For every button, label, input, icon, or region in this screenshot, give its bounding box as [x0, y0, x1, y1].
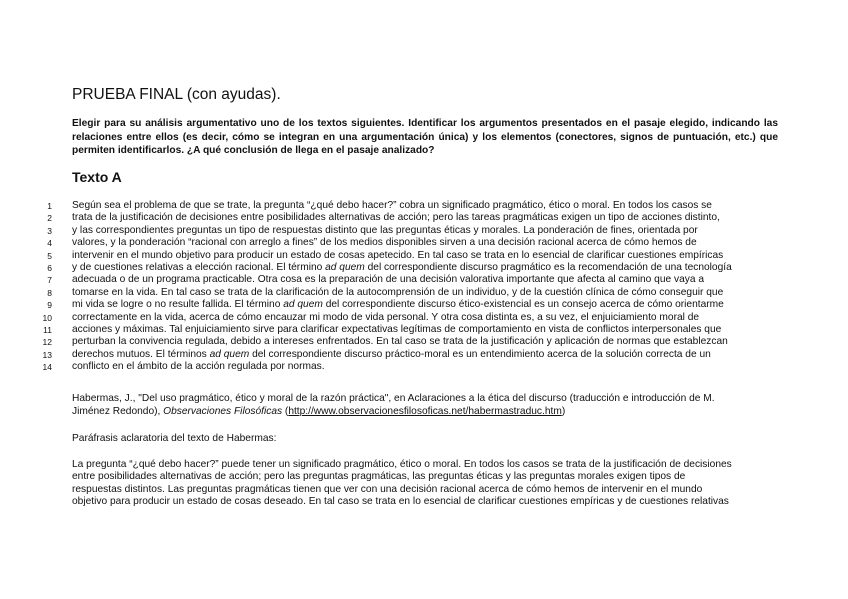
line-text: Según sea el problema de que se trate, la pregunta “¿qué debo hacer?” cobra un significado pragmático, ético o moral. En todos los casos se: [72, 200, 712, 211]
citation-author-editor: Jiménez Redondo),: [72, 405, 164, 417]
text-line: [30, 237, 778, 249]
instructions-paragraph: Elegir para su análisis argumentativo uno de los textos siguientes. Identificar los argumentos presentados en el pasaje elegido, indicando las relaciones entre ellos (es decir, cómo se integran en una argumentación única) y los elementos (conectores, signos de puntuación, etc.) que permiten identificarlos. ¿A qué conclusión de llega en el pasaje analizado?: [72, 118, 778, 156]
citation-paren-close: ): [561, 405, 566, 417]
paraphrase-line: respuestas distintos. Las preguntas pragmáticas tienen que ver con una decisión racional acerca de cómo hemos de intervenir en el mundo: [72, 483, 703, 495]
citation-source-title: Observaciones Filosóficas: [163, 405, 283, 417]
line-number: 13: [42, 349, 52, 360]
text-line: [30, 299, 778, 311]
section-heading-texto-a: Texto A: [72, 169, 122, 185]
line-number: 1: [47, 201, 52, 211]
page-title: PRUEBA FINAL (con ayudas).: [72, 86, 281, 103]
line-number: 9: [47, 300, 52, 311]
text-line: [30, 225, 778, 237]
paraphrase-heading: Paráfrasis aclaratoria del texto de Habermas:: [72, 433, 277, 444]
line-text: derechos mutuos. El términos ad quem del correspondiente discurso práctico-moral es un entendimiento acerca de la solución correcta de un: [72, 348, 711, 360]
text-line: [30, 324, 778, 336]
text-line: [30, 361, 778, 373]
line-text: trata de la justificación de decisiones entre posibilidades alternativas de acción; pero las tareas pragmáticas exigen un tipo de acciones distinto,: [72, 212, 720, 224]
line-number: 2: [47, 213, 52, 224]
line-number: 14: [42, 362, 52, 373]
text-line: [30, 287, 778, 299]
line-text: correctamente en la vida, acerca de cómo encauzar mi modo de vida personal. Y otra cosa distinta es, a su vez, el enjuiciamiento moral de: [72, 311, 700, 323]
line-number: 12: [42, 337, 52, 348]
line-text: y las correspondientes preguntas un tipo de respuestas distinto que las preguntas éticas y morales. La ponderación de fines, orientada por: [72, 224, 698, 236]
line-text: intervenir en el mundo objetivo para producir un estado de cosas apetecido. En tal caso se trata en lo esencial de clarificar cuestiones empíricas: [72, 249, 724, 261]
line-number: 7: [47, 275, 52, 286]
paraphrase-line: objetivo para producir un estado de cosas deseado. En tal caso se trata en lo esencial de clarificar cuestiones empíricas y de cuestiones relativas: [72, 496, 729, 508]
paraphrase-line: entre posibilidades alternativas de acción; pero las preguntas pragmáticas, las preguntas éticas y las preguntas morales exigen tipos de: [72, 471, 686, 483]
text-line: [30, 274, 778, 286]
line-number: 4: [47, 238, 52, 249]
citation-line-1: Habermas, J., "Del uso pragmático, ético y moral de la razón práctica", en Aclaraciones a la ética del discurso (traducción e introducción de M.: [72, 393, 715, 404]
text-line: [30, 349, 778, 361]
line-number: 11: [43, 324, 52, 335]
line-text: acciones y máximas. Tal enjuiciamiento sirve para clarificar expectativas legítimas de comportamiento en vista de conflictos interpersonales que: [72, 323, 722, 335]
paraphrase-line: La pregunta “¿qué debo hacer?” puede tener un significado pragmático, ético o moral. En todos los casos se trata de la justificación de decisiones: [72, 459, 732, 470]
text-line: [30, 262, 778, 274]
line-text: conflicto en el ámbito de la acción regulada por normas.: [72, 361, 325, 373]
citation-link[interactable]: http://www.observacionesfilosoficas.net/habermastraduc.htm: [288, 405, 562, 417]
line-text: adecuada o de un programa practicable. Otra cosa es la preparación de una decisión valorativa importante que afecta al camino que vaya a: [72, 274, 705, 286]
text-line: [30, 250, 778, 262]
line-number: 10: [42, 312, 52, 323]
line-text: valores, y la ponderación “racional con arreglo a fines” de los medios disponibles sirven a una decisión racional acerca de cómo hemos de: [72, 237, 697, 249]
text-line: [30, 336, 778, 348]
citation-reference: [72, 393, 778, 418]
numbered-text-block: [30, 200, 778, 373]
line-number: 8: [47, 287, 52, 298]
text-line: [30, 200, 778, 212]
text-line: [30, 212, 778, 224]
citation-paren-open: (: [282, 405, 289, 417]
line-text: mi vida se logre o no resulte fallida. El término ad quem del correspondiente discurso ético-existencial es un consejo acerca de cómo orientarme: [72, 299, 724, 311]
line-text: perturban la convivencia regulada, debido a intereses enfrentados. En tal caso se trata de la justificación y aplicación de normas que establezcan: [72, 336, 728, 348]
text-line: [30, 312, 778, 324]
line-text: tomarse en la vida. En tal caso se trata de la clarificación de la autocomprensión de un individuo, y de la cuestión clínica de cómo conseguir que: [72, 286, 724, 298]
line-number: 3: [47, 225, 52, 236]
line-text: y de cuestiones relativas a elección racional. El término ad quem del correspondiente discurso pragmático es la recomendación de una tecnología: [72, 261, 732, 273]
line-number: 5: [47, 250, 52, 261]
line-number: 6: [47, 262, 52, 273]
paraphrase-paragraph: [72, 459, 778, 509]
